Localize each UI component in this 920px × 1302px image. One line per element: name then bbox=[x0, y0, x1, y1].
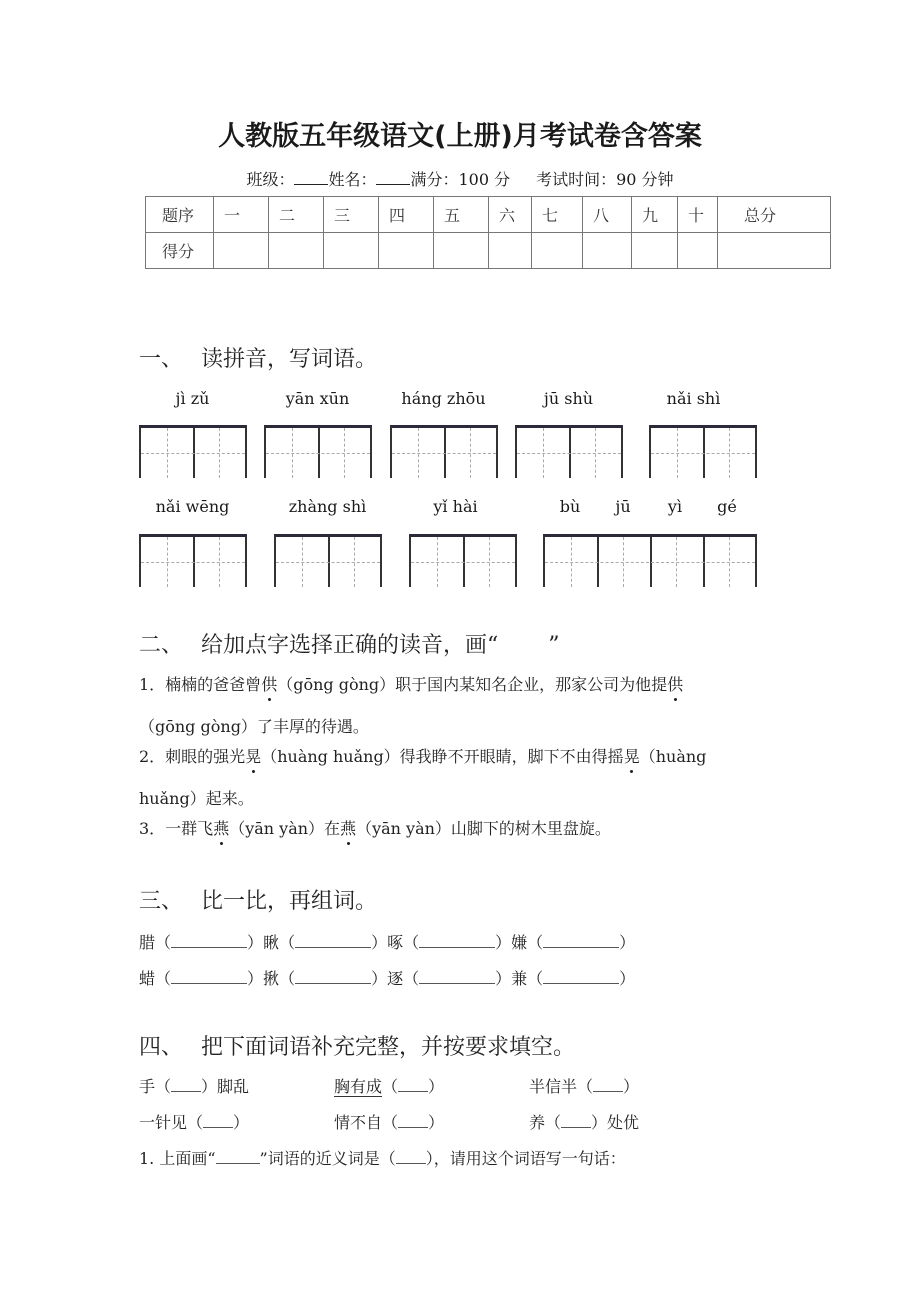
idiom-item: 半信半（ ） bbox=[529, 1077, 640, 1096]
writing-grid[interactable] bbox=[139, 534, 247, 587]
score-table-header-row bbox=[146, 197, 831, 233]
question-2-2: 2．刺眼的强光晃（huàng huǎng）得我睁不开眼睛，脚下不由得摇晃（huàng bbox=[139, 744, 706, 767]
col-10: 十 bbox=[678, 197, 718, 233]
col-2: 二 bbox=[269, 197, 324, 233]
pinyin-label: yǐ hài bbox=[433, 497, 478, 516]
section-title: 读拼音，写词语。 bbox=[201, 347, 378, 372]
section-index: 二、 bbox=[139, 633, 184, 658]
score-cell[interactable] bbox=[532, 233, 583, 269]
name-label: 姓名： bbox=[328, 170, 377, 189]
answer-blank[interactable] bbox=[295, 969, 371, 984]
answer-blank[interactable] bbox=[419, 969, 495, 984]
score-cell-total[interactable] bbox=[718, 233, 831, 269]
score-cell[interactable] bbox=[678, 233, 718, 269]
dotted-char: 晃 bbox=[245, 744, 261, 767]
pinyin-label: nǎi wēng bbox=[155, 497, 230, 516]
score-table-score-row bbox=[146, 233, 831, 269]
pinyin-syllable: bù bbox=[559, 497, 581, 516]
section-title: 给加点字选择正确的读音，画“ bbox=[201, 633, 499, 658]
row-header-order: 题序 bbox=[146, 197, 214, 233]
pinyin-label: nǎi shì bbox=[666, 389, 721, 408]
answer-blank[interactable] bbox=[171, 969, 247, 984]
question-2-1: 1．楠楠的爸爸曾供（gōng gòng）职于国内某知名企业，那家公司为他提供 bbox=[139, 672, 683, 695]
idiom-item: 手（ ）脚乱 bbox=[139, 1077, 250, 1096]
score-cell[interactable] bbox=[489, 233, 532, 269]
answer-blank[interactable] bbox=[171, 933, 247, 948]
col-6: 六 bbox=[489, 197, 532, 233]
idiom-blank[interactable] bbox=[561, 1113, 591, 1128]
idiom-item: 养（ ）处优 bbox=[529, 1113, 640, 1132]
col-total: 总分 bbox=[718, 197, 831, 233]
word-pair-row-1: 腊（ ）瞅（ ）啄（ ）嫌（ ） bbox=[139, 933, 636, 952]
score-cell[interactable] bbox=[214, 233, 269, 269]
dotted-char: 燕 bbox=[213, 816, 229, 839]
idiom-item-underlined: 胸有成（ ） bbox=[334, 1077, 445, 1096]
section-index: 四、 bbox=[139, 1035, 184, 1060]
col-8: 八 bbox=[583, 197, 632, 233]
answer-blank[interactable] bbox=[543, 969, 619, 984]
section-title-end: ” bbox=[548, 633, 560, 658]
idiom-blank[interactable] bbox=[398, 1077, 428, 1092]
full-score-label: 满分：100 分 bbox=[410, 170, 511, 189]
pinyin-syllable: gé bbox=[717, 497, 737, 516]
answer-blank[interactable] bbox=[295, 933, 371, 948]
writing-grid[interactable] bbox=[139, 425, 247, 478]
score-cell[interactable] bbox=[379, 233, 434, 269]
pinyin-label: háng zhōu bbox=[401, 389, 486, 408]
pinyin-label: jì zǔ bbox=[175, 389, 210, 408]
section-1-heading bbox=[139, 342, 377, 373]
answer-blank[interactable] bbox=[419, 933, 495, 948]
pinyin-syllable: jū bbox=[615, 497, 631, 516]
word-pair-row-2: 蜡（ ）揪（ ）逐（ ）兼（ ） bbox=[139, 969, 636, 988]
dotted-char: 供 bbox=[261, 672, 277, 695]
exam-time-label: 考试时间：90 分钟 bbox=[536, 170, 674, 189]
synonym-blank[interactable] bbox=[396, 1149, 426, 1164]
idiom-blank[interactable] bbox=[593, 1077, 623, 1092]
idiom-blank[interactable] bbox=[171, 1077, 201, 1092]
class-label: 班级： bbox=[246, 170, 295, 189]
underline-marker-blank[interactable] bbox=[216, 1149, 260, 1164]
section-index: 一、 bbox=[139, 347, 184, 372]
idiom-blank[interactable] bbox=[398, 1113, 428, 1128]
question-2-1-cont: （gōng gòng）了丰厚的待遇。 bbox=[139, 717, 369, 736]
answer-blank[interactable] bbox=[543, 933, 619, 948]
section-4-heading bbox=[139, 1030, 575, 1061]
class-blank[interactable] bbox=[294, 170, 328, 185]
question-4-1: 1. 上面画“ ”词语的近义词是（ ），请用这个词语写一句话： bbox=[139, 1149, 626, 1168]
writing-grid[interactable] bbox=[274, 534, 382, 587]
idiom-blank[interactable] bbox=[203, 1113, 233, 1128]
section-3-heading bbox=[139, 884, 377, 915]
score-cell[interactable] bbox=[434, 233, 489, 269]
page-title: 人教版五年级语文(上册)月考试卷含答案 bbox=[218, 121, 702, 152]
question-2-2-cont: huǎng）起来。 bbox=[139, 789, 254, 808]
writing-grid[interactable] bbox=[649, 425, 757, 478]
col-7: 七 bbox=[532, 197, 583, 233]
section-2-heading bbox=[139, 628, 560, 659]
dotted-char: 供 bbox=[667, 672, 683, 695]
pinyin-label: zhàng shì bbox=[288, 497, 367, 516]
score-cell[interactable] bbox=[632, 233, 678, 269]
dotted-char: 晃 bbox=[624, 744, 640, 767]
writing-grid[interactable] bbox=[390, 425, 498, 478]
row-header-score: 得分 bbox=[146, 233, 214, 269]
score-cell[interactable] bbox=[583, 233, 632, 269]
score-cell[interactable] bbox=[269, 233, 324, 269]
exam-info-line bbox=[0, 167, 920, 190]
pinyin-syllable: yì bbox=[667, 497, 683, 516]
section-title: 比一比，再组词。 bbox=[201, 889, 378, 914]
pinyin-label: yān xūn bbox=[285, 389, 350, 408]
writing-grid-idiom[interactable] bbox=[543, 534, 757, 587]
col-9: 九 bbox=[632, 197, 678, 233]
col-4: 四 bbox=[379, 197, 434, 233]
col-5: 五 bbox=[434, 197, 489, 233]
score-cell[interactable] bbox=[324, 233, 379, 269]
section-title: 把下面词语补充完整，并按要求填空。 bbox=[201, 1035, 576, 1060]
question-2-3: 3．一群飞燕（yān yàn）在燕（yān yàn）山脚下的树木里盘旋。 bbox=[139, 816, 611, 839]
section-index: 三、 bbox=[139, 889, 184, 914]
idiom-item: 情不自（ ） bbox=[334, 1113, 445, 1132]
writing-grid[interactable] bbox=[264, 425, 372, 478]
name-blank[interactable] bbox=[376, 170, 410, 185]
writing-grid[interactable] bbox=[409, 534, 517, 587]
writing-grid[interactable] bbox=[515, 425, 623, 478]
dotted-char: 燕 bbox=[340, 816, 356, 839]
idiom-item: 一针见（ ） bbox=[139, 1113, 250, 1132]
col-3: 三 bbox=[324, 197, 379, 233]
score-table bbox=[145, 196, 831, 269]
col-1: 一 bbox=[214, 197, 269, 233]
pinyin-label: jū shù bbox=[543, 389, 594, 408]
